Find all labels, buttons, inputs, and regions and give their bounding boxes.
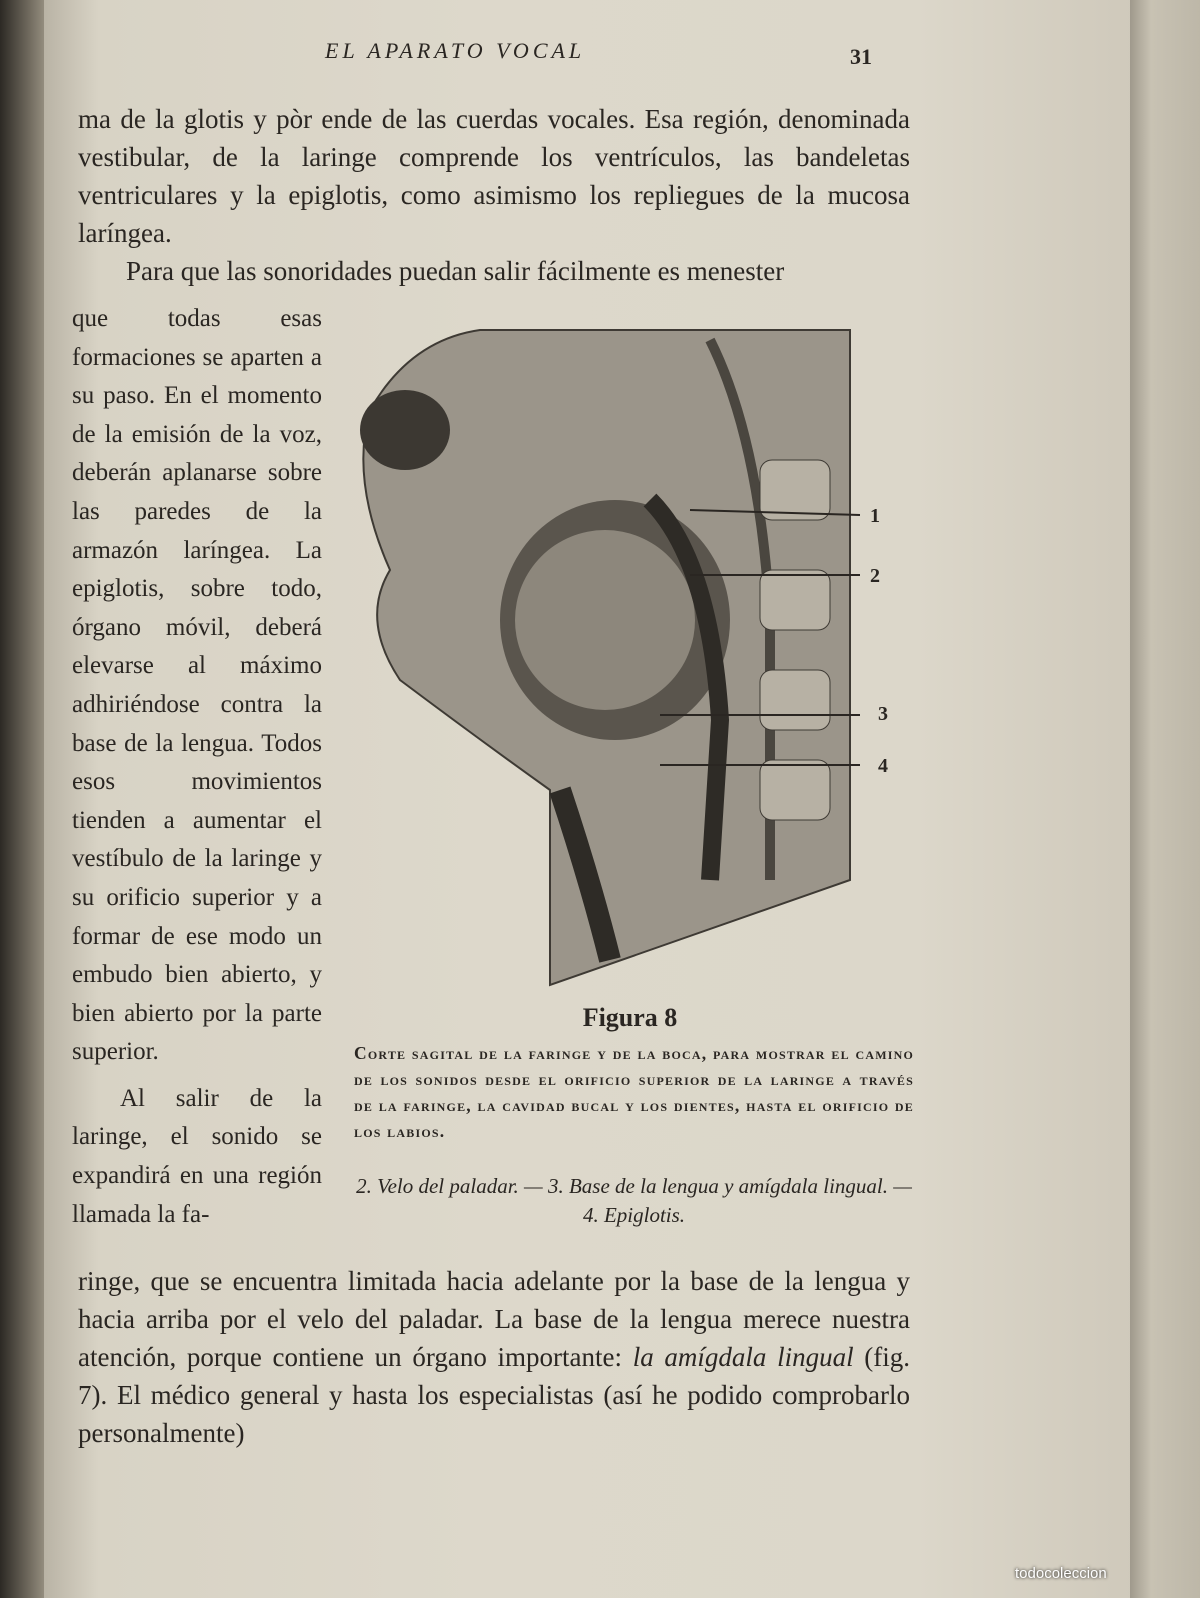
figure-legend: 2. Velo del paladar. — 3. Base de la lengua y amígdala lingual. — 4. Epiglotis. (356, 1174, 912, 1227)
text-span: (fig. 7). El médico general y hasta los especialistas (así he podido comprobarlo personalmente) (78, 1342, 911, 1448)
watermark: todocoleccion (1015, 1565, 1107, 1582)
text-span: ringe, que se encuentra limitada hacia adelante por la base de la lengua y hacia arriba por el velo del paladar. La base de la lengua merece nuestra atención, porque contiene un órgano importante: (78, 1266, 910, 1372)
anatomical-illustration (330, 320, 900, 990)
figure-caption: Corte sagital de la faringe y de la boca, para mostrar el camino de los sonidos desde el orificio superior de la laringe a través de la faringe, la cavidad bucal y los dientes, hasta el orificio de los labios. (354, 1043, 914, 1141)
figure-label-3: 3 (878, 703, 888, 725)
body-text-bottom (78, 1262, 910, 1452)
figure-label-1: 1 (870, 505, 880, 527)
paragraph: Para que las sonoridades puedan salir fácilmente es menester (126, 256, 785, 286)
body-text-top (78, 100, 910, 290)
italic-term: la amígdala lingual (632, 1342, 854, 1372)
book-cover-edge (1130, 0, 1200, 1598)
paragraph (78, 1262, 910, 1452)
figure-title: Figura 8 (582, 1003, 678, 1032)
paragraph: que todas esas formaciones se aparten a su paso. En el momento de la emisión de la voz, deberán aplanarse sobre las paredes de la armazón laríngea. La epiglotis, sobre todo, órgano móvil, deberá elevarse al máximo adhiriéndose contra la base de la lengua. Todos esos movimientos tienden a aumentar el vestíbulo de la laringe y su orificio superior y a formar de ese modo un embudo bien abierto, y bien abierto por la parte superior. (72, 305, 322, 1066)
body-text-column (72, 300, 322, 1234)
figure-label-2: 2 (870, 565, 880, 587)
paragraph: ma de la glotis y pòr ende de las cuerdas vocales. Esa región, denominada vestibular, de la laringe comprende los ventrículos, las bandeletas ventriculares y la epiglotis, como asimismo los repliegues de la mucosa laríngea. (78, 104, 910, 248)
page-number: 31 (850, 44, 872, 69)
running-title: EL APARATO VOCAL (325, 38, 586, 63)
figure-label-4: 4 (878, 755, 888, 777)
paragraph: Al salir de la laringe, el sonido se expandirá en una región llamada la fa- (72, 1084, 322, 1228)
